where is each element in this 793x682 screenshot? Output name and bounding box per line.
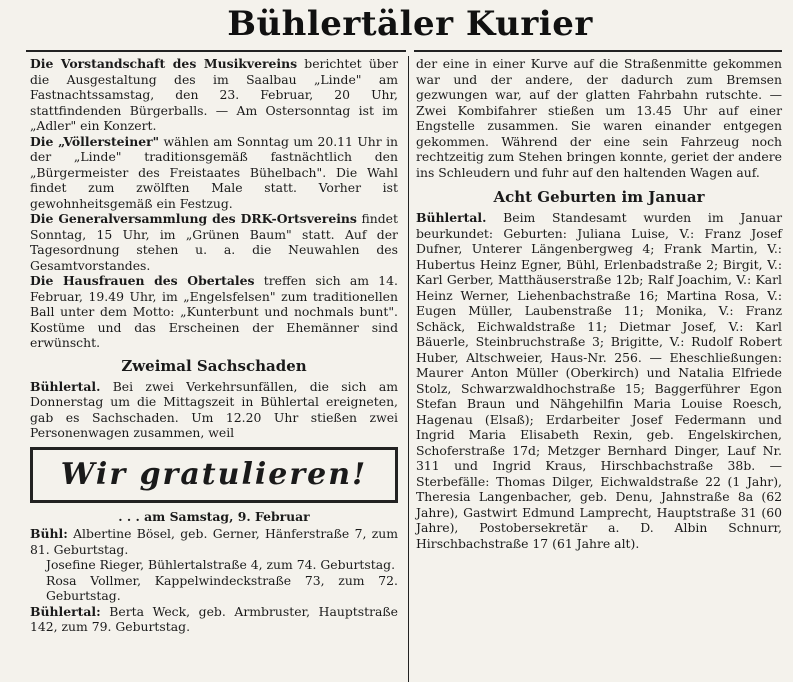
gratulation-entry xyxy=(30,604,398,635)
headline-geburten: Acht Geburten im Januar xyxy=(493,188,705,206)
article-text: der eine in einer Kurve auf die Straßenmitte gekommen war und der andere, der dadurch zum Bremsen gezwungen war, auf der glatten Fahrbahn rutschte. — Zwei Kombifahrer stießen um 13.45 Uhr auf einer Engstelle zusammen. Sie waren einander entgegen gekommen. Während der eine sein Fahrzeug noch rechtzeitig zum Stehen bringen konnte, geriet der andere ins Schleudern und fuhr auf den haltenden Wagen auf. xyxy=(416,56,782,180)
right-column xyxy=(416,56,782,551)
article-standesamt xyxy=(416,210,782,551)
entry-text: Berta Weck, geb. Armbruster, Hauptstraße 142, zum 79. Geburtstag. xyxy=(30,603,398,634)
gratulation-entry xyxy=(30,557,398,573)
entry-place: Bühlertal: xyxy=(30,603,101,619)
left-column xyxy=(30,56,398,635)
notice-musikverein xyxy=(30,56,398,134)
notice-lead: Die Hausfrauen des Obertales xyxy=(30,273,255,288)
masthead-rule-right xyxy=(414,50,782,52)
column-divider xyxy=(408,56,409,682)
notice-text: wählen am Sonntag um 20.11 Uhr in der „Linde" traditionsgemäß fastnächtlich den „Bürgermeister des Freistaates Bühelbach". Die Wahl findet zum zwölften Male statt. Vorher ist gewohnheitsgemäß ein Festzug. xyxy=(30,133,399,211)
article-text: Bei zwei Verkehrsunfällen, die sich am Donnerstag um die Mittagszeit in Bühlertal ereigneten, gab es Sachschaden. Um 12.20 Uhr stießen zwei Personenwagen zusammen, weil xyxy=(30,378,398,440)
notice-text: treffen sich am 14. Februar, 19.49 Uhr, im „Engelsfelsen" zum traditionellen Ball unter dem Motto: „Kunterbunt und nochmals bunt". Kostüme und das Erscheinen der Ehemänner sind erwünscht. xyxy=(30,273,398,350)
entry-text: Albertine Bösel, geb. Gerner, Hänferstraße 7, zum 81. Geburtstag. xyxy=(30,526,398,557)
gratulation-banner xyxy=(30,447,398,503)
article-sachschaden-continued xyxy=(416,56,782,180)
article-text: Beim Standesamt wurden im Januar beurkundet: Geburten: Juliana Luise, V.: Franz Josef Dufner, Unterer Längenbergweg 4; Frank Martin, V.: Hubertus Heinz Egner, Bühl, Erlenbadstraße 2; Birgit, V.: Karl Gerber, Matthäuserstraße 12b; Ralf Joachim, V.: Karl Heinz Werner, Liehenbachstraße 16; Martina Rosa, V.: Eugen Müller, Laubenstraße 11; Monika, V.: Franz Schäck, Eichwaldstraße 11; Dietmar Josef, V.: Karl Bäuerle, Steinbruchstraße 3; Brigitte, V.: Rudolf Robert Huber, Altschweier, Haus-Nr. 256. — Eheschließungen: Maurer Anton Müller (Oberkirch) und Natalia Elfriede Stolz, Schwarzwaldhochstraße 15; Baggerführer Egon Stefan Braun und Nähgehilfin Maria Louise Roesch, Hagenau (Elsaß); Erdarbeiter Josef Federmann und Ingrid Maria Elisabeth Rexin, geb. Engelskirchen, Schoferstraße 17d; Metzger Bernhard Dinger, Lauf Nr. 311 und Ingrid Kraus, Hirschbachstraße 38b. — Sterbefälle: Thomas Dilger, Eichwaldstraße 22 (1 Jahr), Theresia Langenbacher, geb. Denu, Jahnstraße 8a (62 Jahre), Gastwirt Edmund Lamprecht, Hauptstraße 31 (60 Jahre), Postobersekretär a. D. Albin Schnurr, Hirschbachstraße 17 (61 Jahre alt). xyxy=(416,210,782,551)
entry-text: Josefine Rieger, Bühlertalstraße 4, zum 74. Geburtstag. xyxy=(46,557,396,572)
notice-lead: Die Generalversammlung des DRK-Ortsvereins xyxy=(30,211,357,226)
gratulation-title: Wir gratulieren! xyxy=(60,456,368,492)
notice-lead: Die „Völlersteiner" xyxy=(30,133,160,149)
notice-lead: Die Vorstandschaft des Musikvereins xyxy=(30,56,298,71)
article-sachschaden xyxy=(30,379,398,441)
notice-voellersteiner xyxy=(30,134,398,212)
masthead-rule-left xyxy=(26,50,406,52)
gratulation-entry xyxy=(30,526,398,557)
masthead-title: Bühlertäler Kurier xyxy=(227,4,593,44)
article-lead: Bühlertal. xyxy=(416,210,487,225)
entry-text: Rosa Vollmer, Kappelwindeckstraße 73, zum 72. Geburtstag. xyxy=(46,572,398,603)
notice-hausfrauen xyxy=(30,273,398,351)
gratulation-date: . . . am Samstag, 9. Februar xyxy=(118,508,310,524)
notice-text: findet Sonntag, 15 Uhr, im „Grünen Baum" statt. Auf der Tagesordnung stehen u. a. die Neuwahlen des Gesamtvorstandes. xyxy=(30,211,398,273)
headline-sachschaden: Zweimal Sachschaden xyxy=(121,356,307,375)
article-lead: Bühlertal. xyxy=(30,378,101,394)
entry-place: Bühl: xyxy=(30,526,68,541)
notice-text: berichtet über die Ausgestaltung des im Saalbau „Linde" am Fastnachtssamstag, den 23. Februar, 20 Uhr, stattfindenden Bürgerballs. — Am Ostersonntag ist im „Adler" ein Konzert. xyxy=(30,56,398,133)
notice-drk xyxy=(30,211,398,273)
gratulation-entry xyxy=(30,573,398,604)
